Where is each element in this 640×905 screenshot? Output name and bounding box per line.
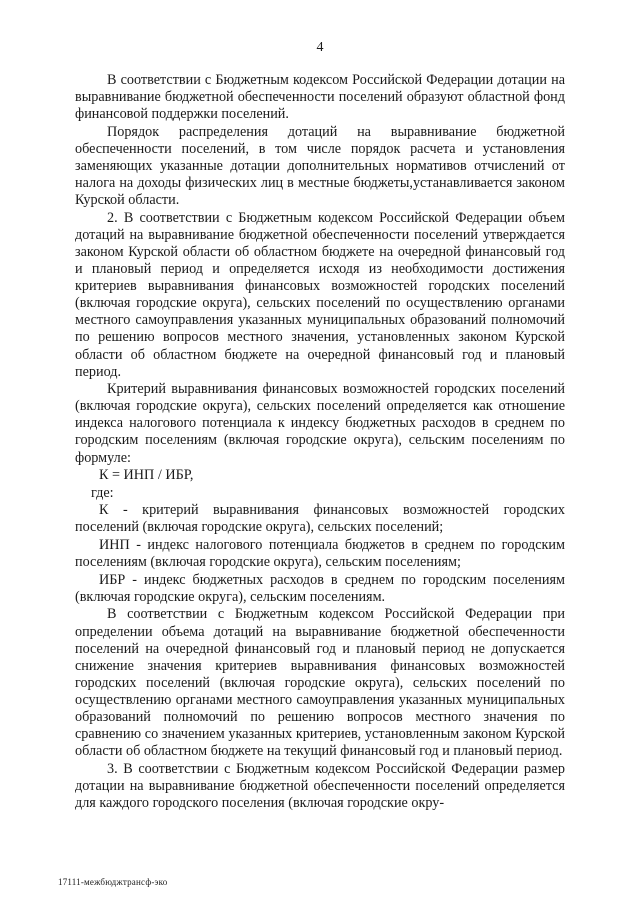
formula: К = ИНП / ИБР, bbox=[99, 467, 194, 484]
paragraph-section-2: 2. В соответствии с Бюджетным кодексом Российской Федерации объем дотаций на выравнивание бюджетной обеспеченности поселений утверждается законом Курской области об областном бюджете на очередной финансовый год и плановый период и определяется исходя из необходимости достижения критериев выравнивания финансовых возможностей городских поселений (включая городские округа), сельских поселений по осуществлению органами местного самоуправления указанных муниципальных образований полномочий по решению вопросов местного значения, установленных законом Курской области об областном бюджете на очередной финансовый год и плановый период. bbox=[75, 209, 565, 380]
where-label: где: bbox=[91, 484, 114, 501]
definition-inp: ИНП - индекс налогового потенциала бюджетов в среднем по городским поселениям (включая городские округа), сельским поселениям; bbox=[75, 537, 565, 571]
page-number: 4 bbox=[316, 40, 324, 55]
definition-ibr: ИБР - индекс бюджетных расходов в среднем по городским поселениям (включая городские округа), сельским поселениям. bbox=[75, 571, 565, 605]
definition-k: К - критерий выравнивания финансовых возможностей городских поселений (включая городские округа), сельских поселений; bbox=[75, 502, 565, 536]
document-body bbox=[75, 72, 565, 813]
paragraph-distribution-order: Порядок распределения дотаций на выравнивание бюджетной обеспеченности поселений, в том числе порядок расчета и установления заменяющих указанные дотации дополнительных нормативов отчислений от налога на доходы физических лиц в местные бюджеты,устанавливается законом Курской области. bbox=[75, 123, 565, 209]
paragraph-section-3: 3. В соответствии с Бюджетным кодексом Российской Федерации размер дотации на выравнивание бюджетной обеспеченности поселений определяется для каждого городского поселения (включая городские окру- bbox=[75, 760, 565, 811]
paragraph-no-reduction: В соответствии с Бюджетным кодексом Российской Федерации при определении объема дотаций на выравнивание бюджетной обеспеченности поселений на очередной финансовый год и плановый период не допускается снижение значения критериев выравнивания финансовых возможностей городских поселений (включая городские округа), сельских поселений по осуществлению органами местного самоуправления указанных муниципальных образований полномочий по решению вопросов местного значения по сравнению со значением указанных критериев, установленным законом Курской области об областном бюджете на текущий финансовый год и плановый период. bbox=[75, 606, 565, 760]
footer-file-label: 17111-межбюджтрансф-эко bbox=[58, 877, 168, 887]
paragraph-subsidies-fund: В соответствии с Бюджетным кодексом Российской Федерации дотации на выравнивание бюджетной обеспеченности поселений образуют областной фонд финансовой поддержки поселений. bbox=[75, 72, 565, 123]
paragraph-criterion: Критерий выравнивания финансовых возможностей городских поселений (включая городские округа), сельских поселений определяется как отношение индекса налогового потенциала к индексу бюджетных расходов в среднем по городским поселениям (включая городские округа), сельским поселениям по формуле: bbox=[75, 381, 565, 466]
